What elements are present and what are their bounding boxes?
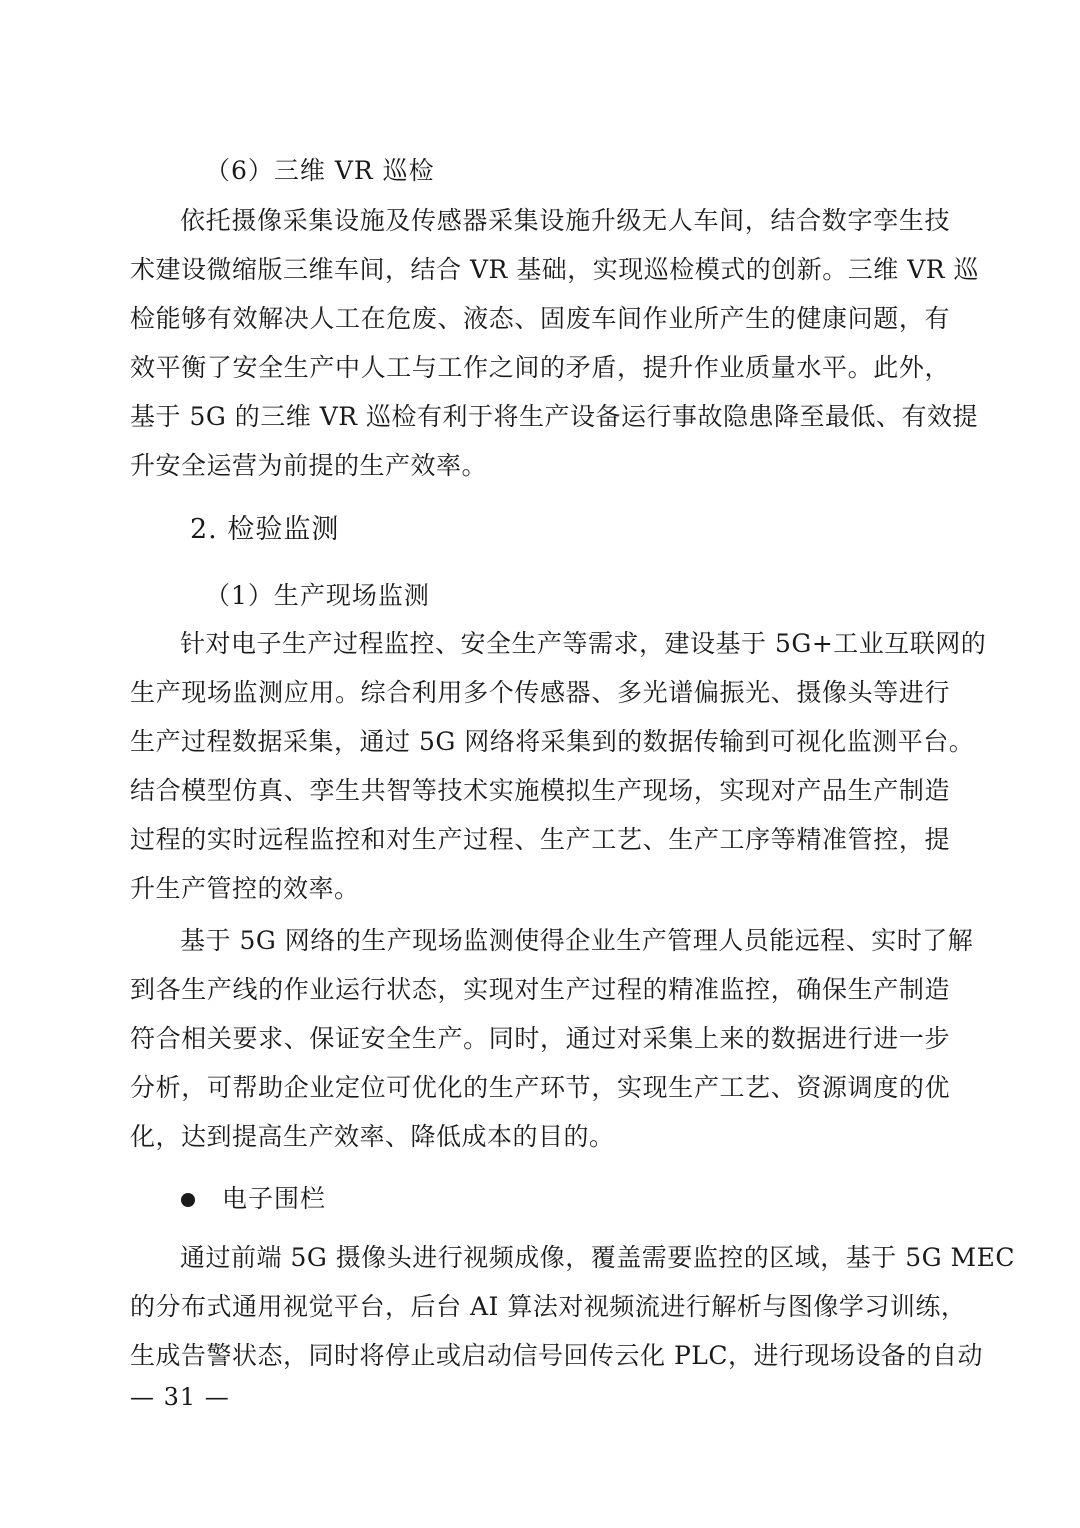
section-heading-inspection-monitoring: 2. 检验监测 — [190, 514, 340, 545]
paragraph-line: 分析，可帮助企业定位可优化的生产环节，实现生产工艺、资源调度的优 — [130, 1073, 950, 1102]
paragraph-line: 符合相关要求、保证安全生产。同时，通过对采集上来的数据进行进一步 — [130, 1024, 950, 1053]
bullet-dot-icon — [181, 1193, 195, 1207]
paragraph-line: 生成告警状态，同时将停止或启动信号回传云化 PLC，进行现场设备的自动 — [130, 1341, 984, 1370]
subsection-heading-vr-inspection: （6）三维 VR 巡检 — [205, 156, 435, 185]
paragraph-line: 通过前端 5G 摄像头进行视频成像，覆盖需要监控的区域，基于 5G MEC — [180, 1243, 1016, 1272]
paragraph-line: 检能够有效解决人工在危废、液态、固废车间作业所产生的健康问题，有 — [130, 304, 950, 333]
paragraph-line: 到各生产线的作业运行状态，实现对生产过程的精准监控，确保生产制造 — [130, 975, 950, 1004]
paragraph-line: 依托摄像采集设施及传感器采集设施升级无人车间，结合数字孪生技 — [180, 206, 950, 235]
paragraph-line: 生产过程数据采集，通过 5G 网络将采集到的数据传输到可视化监测平台。 — [130, 727, 975, 756]
paragraph-line: 效平衡了安全生产中人工与工作之间的矛盾，提升作业质量水平。此外， — [130, 353, 950, 382]
paragraph-line: 生产现场监测应用。综合利用多个传感器、多光谱偏振光、摄像头等进行 — [130, 678, 950, 707]
paragraph-line: 过程的实时远程监控和对生产过程、生产工艺、生产工序等精准管控，提 — [130, 825, 950, 854]
paragraph-line: 的分布式通用视觉平台，后台 AI 算法对视频流进行解析与图像学习训练， — [130, 1292, 967, 1321]
paragraph-line: 基于 5G 的三维 VR 巡检有利于将生产设备运行事故隐患降至最低、有效提 — [130, 402, 979, 431]
paragraph-line: 针对电子生产过程监控、安全生产等需求，建设基于 5G+工业互联网的 — [180, 629, 987, 658]
paragraph-line: 化，达到提高生产效率、降低成本的目的。 — [130, 1122, 615, 1151]
subsection-heading-production-monitoring: （1）生产现场监测 — [205, 581, 430, 610]
paragraph-line: 升生产管控的效率。 — [130, 874, 360, 903]
paragraph-line: 结合模型仿真、孪生共智等技术实施模拟生产现场，实现对产品生产制造 — [130, 776, 950, 805]
paragraph-line: 基于 5G 网络的生产现场监测使得企业生产管理人员能远程、实时了解 — [180, 926, 974, 955]
paragraph-line: 升安全运营为前提的生产效率。 — [130, 451, 488, 480]
paragraph-line: 术建设微缩版三维车间，结合 VR 基础，实现巡检模式的创新。三维 VR 巡 — [130, 255, 980, 284]
bullet-heading-electronic-fence: 电子围栏 — [222, 1184, 327, 1213]
page-number: — 31 — — [130, 1383, 230, 1411]
